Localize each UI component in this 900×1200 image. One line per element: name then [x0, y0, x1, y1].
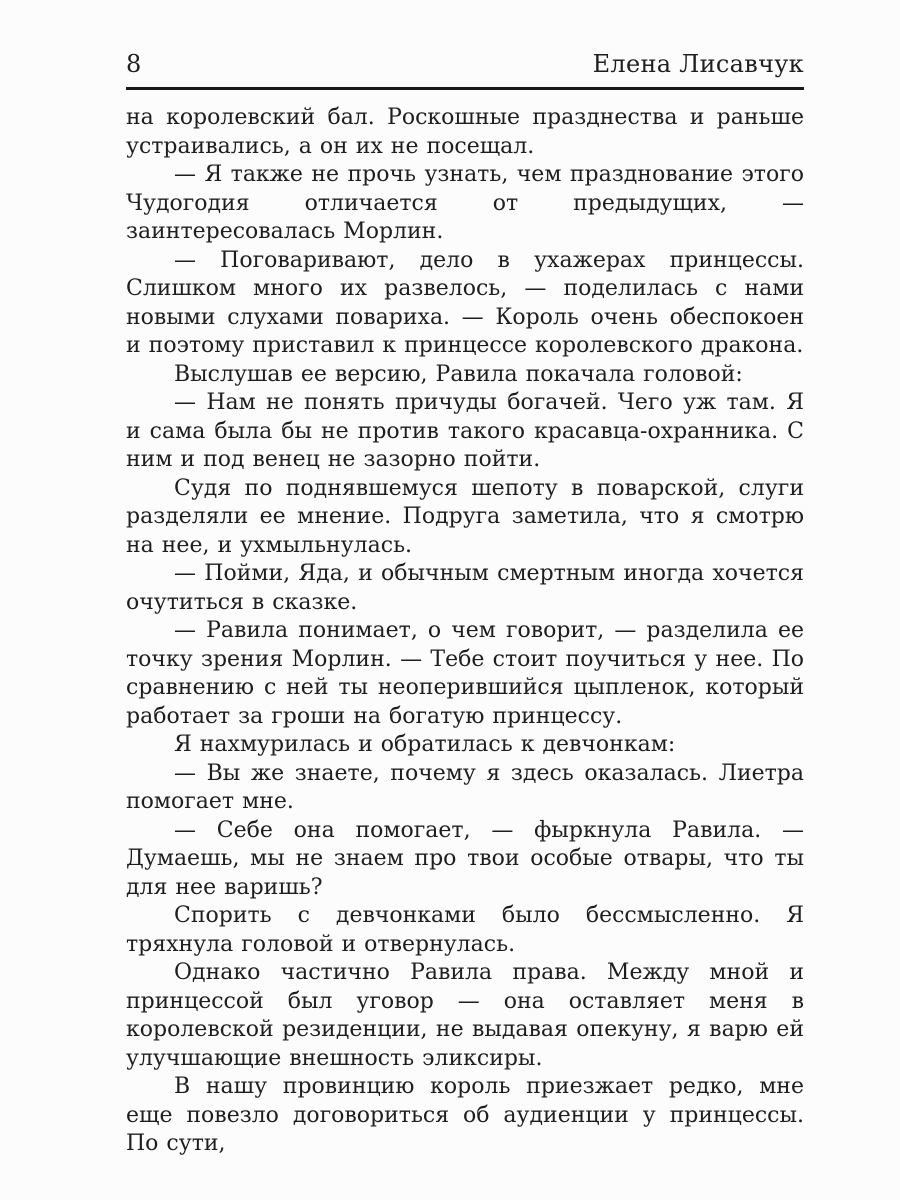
page-content: [126, 50, 804, 1159]
paragraph: Выслушав ее версию, Равила покачала головой:: [174, 361, 743, 387]
paragraph: на королевский бал. Роскошные празднества и раньше устраивались, а он их не посещал.: [126, 105, 804, 159]
page-header: [126, 50, 804, 90]
paragraph: В нашу провинцию король приезжает редко, мне еще повезло договориться об аудиенции у принцессы. По сути,: [126, 1074, 804, 1156]
paragraph: — Я также не прочь узнать, чем празднование этого Чудогодия отличается от предыдущих, — заинтересовалась Морлин.: [126, 162, 804, 244]
paragraph: Я нахмурилась и обратилась к девчонкам:: [174, 732, 676, 757]
page-number: 8: [126, 50, 142, 78]
paragraph: — Себе она помогает, — фыркнула Равила. — Думаешь, мы не знаем про твои особые отвары, что ты для нее варишь?: [126, 817, 804, 900]
paragraph: Однако частично Равила права. Между мной и принцессой был уговор — она оставляет меня в королевской резиденции, не выдавая опекуну, я варю ей улучшающие внешность эликсиры.: [126, 960, 804, 1071]
paragraph: Судя по поднявшемуся шепоту в поварской, слуги разделяли ее мнение. Подруга заметила, что я смотрю на нее, и ухмыльнулась.: [126, 475, 804, 558]
paragraph: — Равила понимает, о чем говорит, — разделила ее точку зрения Морлин. — Тебе стоит поучиться у нее. По сравнению с ней ты неоперившийся цыпленок, который работает за гроши на богатую принцессу.: [126, 618, 804, 729]
paragraph: — Нам не понять причуды богачей. Чего уж там. Я и сама была бы не против такого красавца-охранника. С ним и под венец не зазорно пойти.: [126, 390, 804, 472]
page-body: [126, 104, 804, 1159]
paragraph: — Пойми, Яда, и обычным смертным иногда хочется очутиться в сказке.: [126, 561, 804, 615]
running-title-author: Елена Лисавчук: [592, 50, 804, 78]
paragraph: — Вы же знаете, почему я здесь оказалась. Лиетра помогает мне.: [126, 760, 804, 814]
paragraph: Спорить с девчонками было бессмысленно. Я тряхнула головой и отвернулась.: [126, 903, 804, 957]
paragraph: — Поговаривают, дело в ухажерах принцессы. Слишком много их развелось, — поделилась с нами новыми слухами повариха. — Король очень обеспокоен и поэтому приставил к принцессе королевского дракона.: [126, 247, 804, 358]
